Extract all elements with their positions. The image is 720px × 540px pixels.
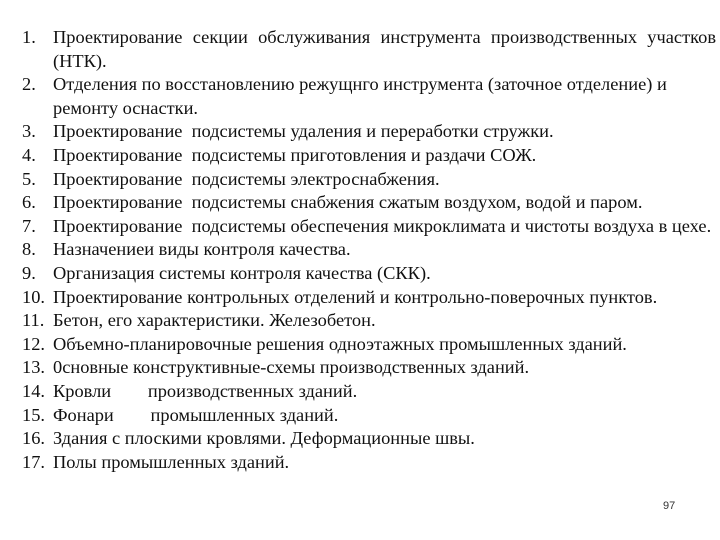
- page-number: 97: [663, 500, 676, 512]
- item-text: Проектирование подсистемы удаления и переработки стружки.: [53, 121, 554, 142]
- list-item: [22, 238, 716, 262]
- item-number: 8.: [22, 239, 36, 260]
- item-text: Проектирование подсистемы электроснабжения.: [53, 168, 440, 189]
- item-text: Объемно-планировочные решения одноэтажных промышленных зданий.: [53, 333, 627, 354]
- item-number: 2.: [22, 74, 36, 95]
- item-number: 17.: [22, 451, 45, 472]
- item-text: Проектирование контрольных отделений и контрольно-поверочных пунктов.: [53, 286, 658, 307]
- item-text: Проектирование секции обслуживания инструмента производственных участков (НТК).: [53, 27, 716, 71]
- list-item: [22, 262, 716, 286]
- list-item: [22, 215, 716, 239]
- list-item: [22, 168, 716, 192]
- item-number: 9.: [22, 262, 36, 283]
- list-item: [22, 26, 716, 73]
- item-number: 3.: [22, 121, 36, 142]
- list-item: [22, 144, 716, 168]
- item-number: 11.: [22, 310, 45, 331]
- list-item: [22, 380, 716, 404]
- item-number: 16.: [22, 428, 45, 449]
- item-number: 6.: [22, 192, 36, 213]
- item-number: 7.: [22, 215, 36, 236]
- item-number: 4.: [22, 144, 36, 165]
- list-item: [22, 191, 716, 215]
- list-item: [22, 309, 716, 333]
- list-item: [22, 451, 716, 475]
- item-number: 15.: [22, 404, 45, 425]
- item-text: Отделения по восстановлению режущнго инструмента (заточное отделение) и ремонту оснастки.: [53, 74, 667, 118]
- item-number: 12.: [22, 333, 45, 354]
- item-number: 5.: [22, 168, 36, 189]
- item-number: 1.: [22, 27, 36, 47]
- list-item: [22, 356, 716, 380]
- item-text: Фонари промышленных зданий.: [53, 404, 339, 425]
- list-item: [22, 73, 716, 120]
- item-text: Здания с плоскими кровлями. Деформационные швы.: [53, 428, 475, 449]
- item-text: Проектирование подсистемы обеспечения микроклимата и чистоты воздуха в цехе.: [53, 215, 712, 236]
- item-number: 10.: [22, 286, 45, 307]
- list-item: [22, 120, 716, 144]
- item-text: Проектирование подсистемы снабжения сжатым воздухом, водой и паром.: [53, 192, 643, 213]
- list-item: [22, 427, 716, 451]
- item-number: 14.: [22, 380, 45, 401]
- item-text: Организация системы контроля качества (СКК).: [53, 262, 431, 283]
- item-text: Назначениеи виды контроля качества.: [53, 239, 351, 260]
- list-item: [22, 333, 716, 357]
- item-text: Проектирование подсистемы приготовления и раздачи СОЖ.: [53, 144, 537, 165]
- item-text: Кровли производственных зданий.: [53, 380, 358, 401]
- list-item: [22, 286, 716, 310]
- item-text: 0сновные конструктивные-схемы производственных зданий.: [53, 357, 530, 378]
- item-number: 13.: [22, 357, 45, 378]
- item-text: Бетон, его характеристики. Железобетон.: [53, 310, 376, 331]
- topic-list: [22, 26, 716, 474]
- list-item: [22, 404, 716, 428]
- item-text: Полы промышленных зданий.: [53, 451, 290, 472]
